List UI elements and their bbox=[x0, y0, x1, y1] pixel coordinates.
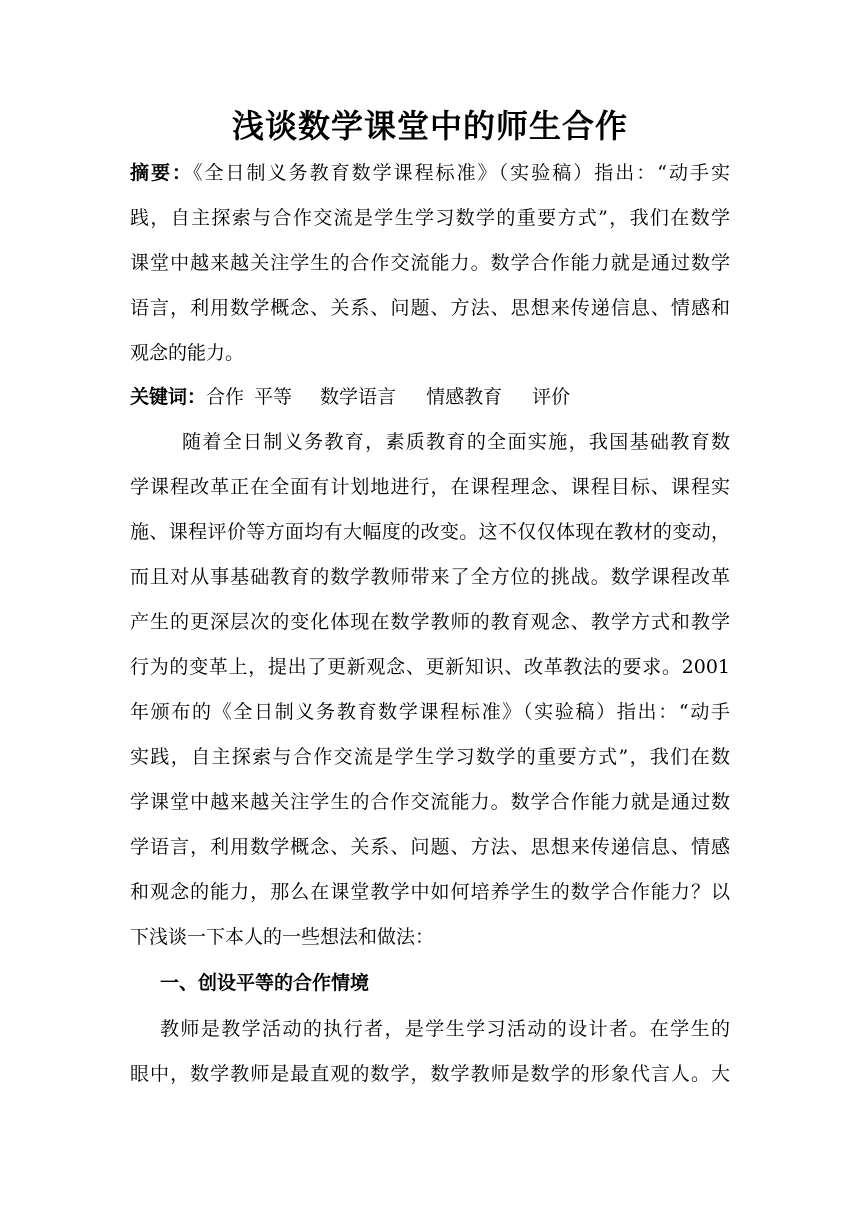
body-line: 行为的变革上，提出了更新观念、更新知识、改革教法的要求。2001 bbox=[130, 656, 730, 678]
abstract-line-2: 践，自主探索与合作交流是学生学习数学的重要方式”，我们在数学 bbox=[130, 207, 730, 229]
section-line: 眼中，数学教师是最直观的数学，数学教师是数学的形象代言人。大 bbox=[130, 1063, 730, 1085]
body-line: 随着全日制义务教育，素质教育的全面实施，我国基础教育数 bbox=[182, 431, 730, 453]
body-line: 年颁布的《全日制义务教育数学课程标准》（实验稿）指出：“动手 bbox=[130, 701, 730, 723]
keyword-item: 评价 bbox=[532, 386, 571, 408]
body-line: 学课程改革正在全面有计划地进行，在课程理念、课程目标、课程实 bbox=[130, 476, 730, 498]
abstract-line-5: 观念的能力。 bbox=[130, 342, 245, 364]
body-line: 而且对从事基础教育的数学教师带来了全方位的挑战。数学课程改革 bbox=[130, 566, 730, 588]
body-line: 实践，自主探索与合作交流是学生学习数学的重要方式”，我们在数 bbox=[130, 746, 730, 768]
abstract-line-4: 语言，利用数学概念、关系、问题、方法、思想来传递信息、情感和 bbox=[130, 297, 730, 319]
abstract-line-3: 课堂中越来越关注学生的合作交流能力。数学合作能力就是通过数学 bbox=[130, 252, 730, 274]
keywords-label: 关键词： bbox=[130, 386, 207, 408]
abstract-text: 《全日制义务教育数学课程标准》（实验稿）指出：“动手实 bbox=[193, 162, 730, 184]
abstract-line-1 bbox=[130, 156, 730, 190]
body-line: 施、课程评价等方面均有大幅度的改变。这不仅仅体现在教材的变动， bbox=[130, 521, 730, 543]
document-title: 浅谈数学课堂中的师生合作 bbox=[231, 107, 628, 145]
section-line: 教师是教学活动的执行者，是学生学习活动的设计者。在学生的 bbox=[160, 1018, 730, 1040]
keyword-item: 平等 bbox=[254, 386, 293, 408]
body-line: 学课堂中越来越关注学生的合作交流能力。数学合作能力就是通过数 bbox=[130, 791, 730, 813]
keyword-item: 情感教育 bbox=[426, 386, 503, 408]
keywords-line bbox=[130, 380, 570, 414]
body-line: 和观念的能力，那么在课堂教学中如何培养学生的数学合作能力？以 bbox=[130, 881, 730, 903]
body-line: 学语言，利用数学概念、关系、问题、方法、思想来传递信息、情感 bbox=[130, 836, 730, 858]
body-line: 下浅谈一下本人的一些想法和做法： bbox=[130, 926, 435, 948]
keyword-item: 数学语言 bbox=[320, 386, 397, 408]
keyword-item: 合作 bbox=[206, 386, 245, 408]
body-line: 产生的更深层次的变化体现在数学教师的教育观念、教学方式和教学 bbox=[130, 611, 730, 633]
abstract-label: 摘要： bbox=[130, 162, 194, 184]
section-heading: 一、创设平等的合作情境 bbox=[160, 972, 370, 994]
